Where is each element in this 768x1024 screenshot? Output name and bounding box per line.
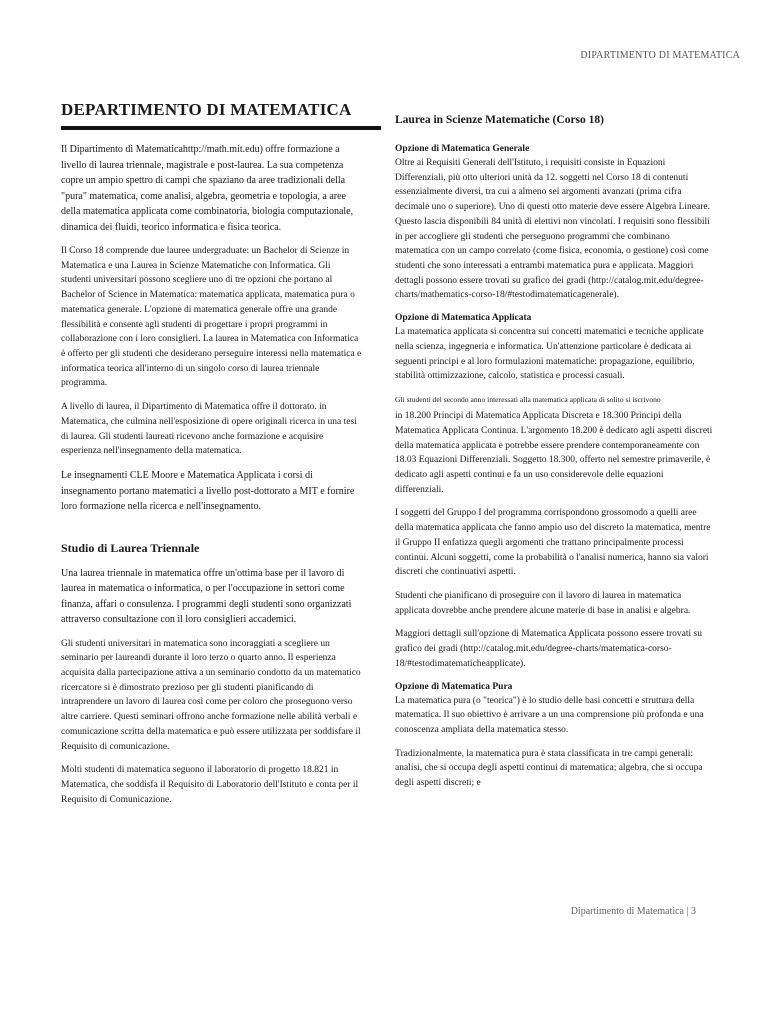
undergraduate-paragraph: Una laurea triennale in matematica offre un'ottima base per il lavoro di laurea in matematica o informatica, o per l'occupazione in settori come finanza, affari o consulenza. I programmi degli studenti sono organizzati attraverso consultazione con il loro consiglieri accademici. (61, 567, 352, 626)
applied-note: Gli studenti del secondo anno interessati alla matematica applicata di solito si iscrivono (395, 395, 661, 405)
seminar-paragraph: Gli studenti universitari in matematica sono incoraggiati a scegliere un seminario per laureandi durante il loro terzo o quarto anno. Il esperienza acquisita dalla partecipazione attiva a un seminario condotto da un matematico ricercatore si è dimostrato prezioso per gli studenti pianificando di intraprendere un lavoro di laurea così come per coloro che proseguono verso altre carriere. Questi seminari offrono anche formazione nelle abilità verbali e comunicazione scritta della matematica e può essere utilizzata per soddisfare il Requisito di comunicazione. (61, 638, 361, 752)
course18-paragraph: Il Corso 18 comprende due lauree undergraduate: un Bachelor di Scienze in Matematica e una Laurea in Scienze Matematiche con Informatica. Gli studenti universitari possono scegliere uno di tre opzioni che portano al Bachelor of Science in Matematica: matematica applicata, matematica pura o matematica generale. L'opzione di matematica generale offre una grande flessibilità e consente agli studenti di progettare i propri programmi in collaborazione con i loro consiglieri. La laurea in Matematica con Informatica è offerto per gli studenti che desiderano perseguire interessi nella matematica e informatica teorica all'interno di un singolo corso di laurea triennale programma. (61, 246, 362, 389)
project-lab-paragraph: Molti studenti di matematica seguono il laboratorio di progetto 18.821 in Matematica, che soddisfa il Requisito di Laboratorio dell'Istituto e conta per il Requisito di Comunicazione. (61, 765, 359, 805)
left-column (61, 100, 363, 816)
right-column (395, 100, 713, 801)
applied-intro: La matematica applicata si concentra sui concetti matematici e tecniche applicate nella scienza, ingegneria e informatica. Un'attenzione particolare è dedicata ai seguenti principi e al loro formulazioni matematiche: propagazione, equilibrio, stabilità ottimizzazione, calcolo, statistica e processi casuali. (395, 327, 704, 382)
undergraduate-section-title: Studio di Laurea Triennale (61, 540, 200, 555)
degree-title: Laurea in Scienze Matematiche (Corso 18) (395, 114, 604, 126)
pure-fields: Tradizionalmente, la matematica pura è stata classificata in tre campi generali: analisi, che si occupa degli aspetti continui di matematica; algebra, che si occupa degli aspetti discreti; e (395, 748, 703, 789)
applied-option-section (395, 313, 713, 671)
pure-intro: La matematica pura (o "teorica") è lo studio delle basi concetti e struttura della matematica. Il suo obiettivo è arrivare a un una comprensione più profonda e una conoscenza ampliata della matematica stesso. (395, 695, 704, 736)
pure-option-section (395, 682, 713, 791)
running-header: DIPARTIMENTO DI MATEMATICA (580, 50, 740, 61)
general-option-section (395, 144, 713, 303)
pure-option-heading: Opzione di Matematica Pura (395, 681, 513, 692)
page-footer: Dipartimento di Matematica | 3 (570, 906, 696, 917)
applied-grad-note: Studenti che pianificano di proseguire con il lavoro di laurea in matematica applicata dovrebbe anche prendere alcune materie di base in analisi e algebra. (395, 591, 691, 616)
intro-paragraph: Il Dipartimento di Matematicahttp://math.mit.edu) offre formazione a livello di laurea triennale, magistrale e post-laurea. La sua competenza copre un ampio spettro di campi che spaziano da aree tradizionali della "pura" matematica, come analisi, algebra, geometria e topologia, a aree della matematica applicata come combinatoria, biologia computazionale, dinamica dei fluidi, teorico informatica e fisica teorica. (61, 144, 354, 233)
general-option-heading: Opzione di Matematica Generale (395, 144, 530, 154)
applied-subjects: in 18.200 Principi di Matematica Applicata Discreta e 18.300 Principi della Matematica Applicata Continua. L'argomento 18.200 è dedicato agli aspetti discreti della matematica applicata e potrebbe essere prendere contemporaneamente con 18.03 Equazioni Differenziali. Soggetto 18.300, offerto nel semestre primaverile, è dedicato agli aspetti continui e fa un uso considerevole delle equazioni differenziali. (395, 411, 713, 495)
applied-option-heading: Opzione di Matematica Applicata (395, 313, 532, 324)
instructorships-paragraph: Le insegnamenti CLE Moore e Matematica Applicata i corsi di insegnamento portano matematici a livello post-dottorato a MIT e fornire loro formazione nella ricerca e nell'insegnamento. (61, 470, 355, 513)
general-option-text: Oltre ai Requisiti Generali dell'Istituto, i requisiti consiste in Equazioni Differenziali, più otto ulteriori unità da 12. soggetti nel Corso 18 di contenuti essenzialmente diversi, tra cui a almeno sei argomenti avanzati (prima cifra decimale uno o superiore). Uno di questi otto materie deve essere Algebra Lineare. Questo lascia disponibili 84 unità di elettivi non vincolati. I requisiti sono flessibili in per accogliere gli studenti che perseguono programmi che combinano matematica con un campo correlato (come fisica, economia, o gestione) così come studenti che sono interessati a entrambi matematica pura e applicata. Maggiori dettagli possono essere trovati su grafico dei gradi (http://catalog.mit.edu/degree-charts/mathematics-corso-18/#testodimatematicagenerale). (395, 158, 710, 301)
applied-groups: I soggetti del Gruppo I del programma corrispondono grossomodo a quelli aree della matematica applicata che fanno ampio uso del discreto la matematica, mentre il Gruppo II enfatizza quegli argomenti che trattano principalmente processi continui. Alcuni soggetti, come la probabilità o l'analisi numerica, hanno sia valori discreti che continuativi aspetti. (395, 508, 711, 578)
graduate-paragraph: A livello di laurea, il Dipartimento di Matematica offre il dottorato. in Matematica, che culmina nell'esposizione di opere originali ricerca in una tesi di laurea. Gli studenti laureati ricevono anche formazione e acquisire esperienza nell'insegnamento della matematica. (61, 402, 357, 457)
applied-details: Maggiori dettagli sull'opzione di Matematica Applicata possono essere trovati su grafico dei gradi (http://catalog.mit.edu/degree-charts/matematica-corso-18/#testodimatematicheapplicate). (395, 629, 702, 669)
department-title: DEPARTIMENTO DI MATEMATICA (61, 100, 381, 130)
